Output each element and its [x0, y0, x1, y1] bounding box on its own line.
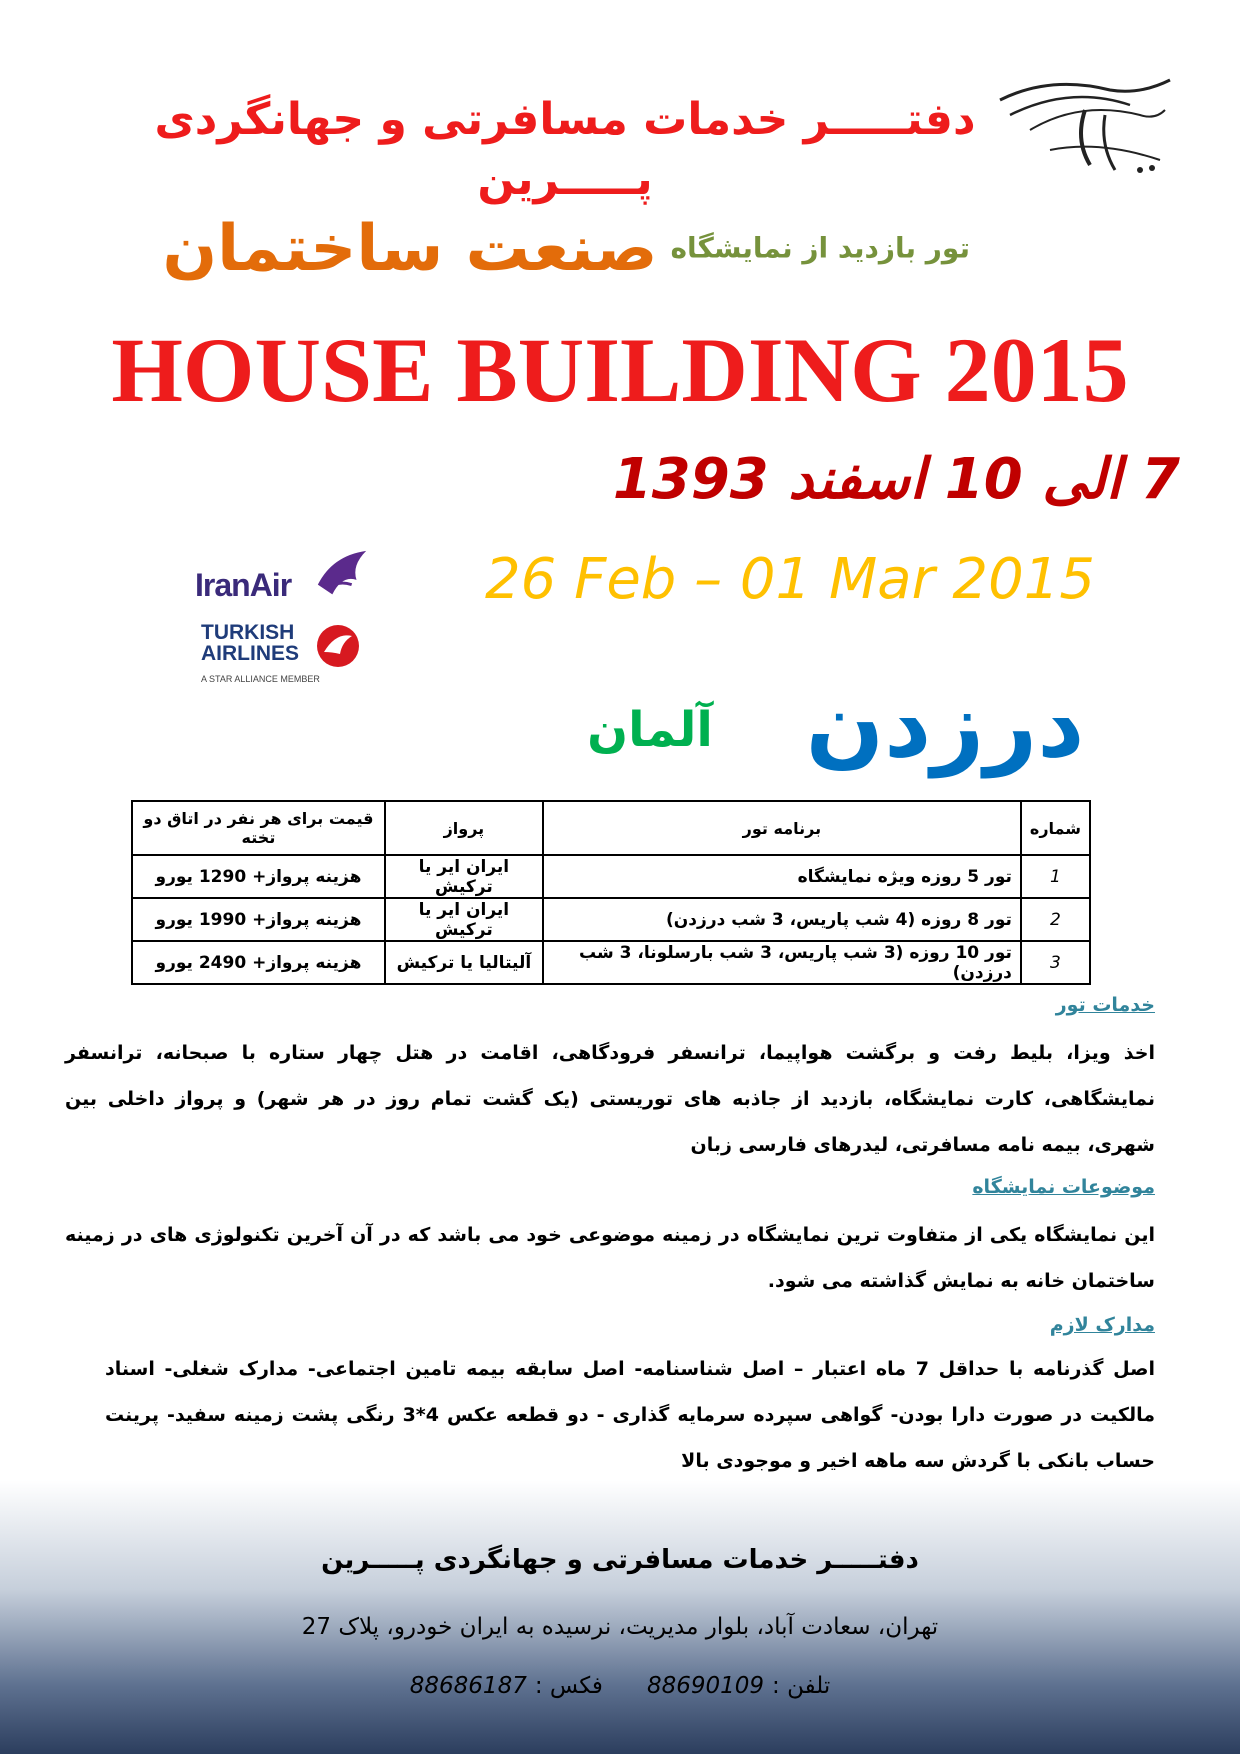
table-row [132, 941, 1090, 984]
row-program: تور 10 روزه (3 شب پاریس، 3 شب بارسلونا، 3 شب درزدن) [543, 941, 1021, 984]
header-flight: پرواز [385, 801, 543, 855]
date-persian: 7 الی 10 اسفند 1393 [612, 447, 1180, 512]
services-title: خدمات تور [1055, 994, 1155, 1016]
event-name: HOUSE BUILDING 2015 [111, 319, 1129, 421]
row-flight: ایران ایر یا ترکیش [385, 898, 543, 941]
row-number: 1 [1021, 855, 1090, 898]
row-price: هزینه پرواز+ 1990 یورو [132, 898, 385, 941]
documents-title: مدارک لازم [1049, 1314, 1155, 1336]
star-alliance-tagline: A STAR ALLIANCE MEMBER [201, 674, 320, 684]
phone-number: 88690109 [646, 1673, 765, 1699]
agency-title: دفتـــــر خدمات مسافرتی و جهانگردی پـــــرین [154, 94, 976, 205]
footer-title: دفتـــــر خدمات مسافرتی و جهانگردی پـــــرین [321, 1545, 919, 1575]
tour-table [131, 800, 1091, 985]
footer-address: تهران، سعادت آباد، بلوار مدیریت، نرسیده به ایران خودرو، پلاک 27 [301, 1614, 939, 1640]
header-program: برنامه تور [543, 801, 1021, 855]
row-flight: ایران ایر یا ترکیش [385, 855, 543, 898]
row-flight: آلیتالیا یا ترکیش [385, 941, 543, 984]
date-english: 26 Feb – 01 Mar 2015 [485, 547, 1095, 612]
exhibition-subject: صنعت ساختمان [162, 211, 658, 286]
topics-title: موضوعات نمایشگاه [972, 1176, 1155, 1198]
phone-label: تلفن : [772, 1673, 831, 1699]
row-program: تور 8 روزه (4 شب پاریس، 3 شب درزدن) [543, 898, 1021, 941]
turkish-logo-line2: AIRLINES [201, 642, 300, 665]
destination-country: آلمان [587, 702, 713, 758]
services-text: اخذ ویزا، بلیط رفت و برگشت هواپیما، ترانسفر فرودگاهی، اقامت در هتل چهار ستاره با صبحانه، ترانسفر نمایشگاهی، کارت نمایشگاه، بازدید از جاذبه های توریستی (یک گشت تمام روز در هر شهر) و پرواز داخلی بین شهری، بیمه نامه مسافرتی، لیدرهای فارسی زبان [65, 1042, 1155, 1156]
documents-text: اصل گذرنامه با حداقل 7 ماه اعتبار – اصل شناسنامه- اصل سابقه بیمه تامین اجتماعی- مدارک شغلی- اسناد مالکیت در صورت دارا بودن- گواهی سپرده سرمایه گذاری - دو قطعه عکس 4*3 رنگی پشت زمینه سفید- پرینت حساب بانکی با گردش سه ماهه اخیر و موجودی بالا [105, 1358, 1155, 1472]
table-row [132, 855, 1090, 898]
row-program: تور 5 روزه ویژه نمایشگاه [543, 855, 1021, 898]
row-number: 2 [1021, 898, 1090, 941]
tour-heading-lead: تور بازدید از نمایشگاه [670, 231, 970, 265]
turkish-airlines-logo [198, 622, 370, 688]
header-number: شماره [1021, 801, 1090, 855]
parin-bird-logo-icon [990, 70, 1180, 180]
homa-bird-icon [313, 545, 371, 605]
row-number: 3 [1021, 941, 1090, 984]
table-row [132, 898, 1090, 941]
fax-number: 88686187 [409, 1673, 527, 1699]
footer-contacts [200, 1664, 1040, 1708]
turkish-logo-line1: TURKISH [201, 621, 295, 644]
table-header-row [132, 801, 1090, 855]
tour-heading [162, 208, 970, 289]
destination-city: درزدن [805, 671, 1085, 778]
turkish-crane-icon [316, 624, 360, 668]
iranair-logo [195, 545, 370, 607]
row-price: هزینه پرواز+ 2490 یورو [132, 941, 385, 984]
row-price: هزینه پرواز+ 1290 یورو [132, 855, 385, 898]
fax-label: فکس : [534, 1673, 603, 1699]
header-price: قیمت برای هر نفر در اتاق دو تخته [132, 801, 385, 855]
iranair-logo-text: IranAir [195, 567, 292, 603]
topics-text: این نمایشگاه یکی از متفاوت ترین نمایشگاه در زمینه موضوعی خود می باشد که در آن آخرین تکنولوژی های در زمینه ساختمان خانه به نمایش گذاشته می شود. [65, 1224, 1155, 1292]
